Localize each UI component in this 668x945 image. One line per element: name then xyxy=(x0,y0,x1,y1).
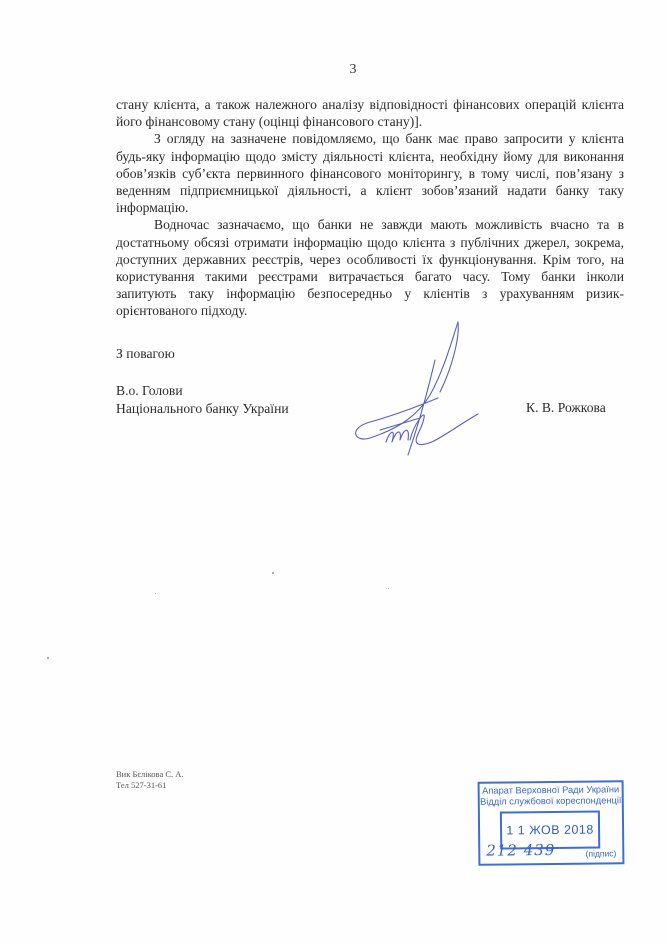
scan-speck xyxy=(272,572,274,574)
signatory-title-line1: В.о. Голови xyxy=(116,383,183,398)
page-number: 3 xyxy=(349,62,357,77)
scan-speck xyxy=(47,657,49,659)
registration-stamp xyxy=(478,780,625,866)
scan-speck xyxy=(155,593,156,594)
signatory-name: К. В. Рожкова xyxy=(526,400,606,415)
stamp-organization: Апарат Верховної Ради України xyxy=(482,784,620,796)
stamp-department: Відділ службової кореспонденції xyxy=(480,795,622,807)
executor-phone: Тел 527-31-61 xyxy=(116,779,167,790)
scan-speck xyxy=(388,588,389,589)
closing-salutation: З повагою xyxy=(116,346,175,361)
executor-info xyxy=(116,769,184,790)
handwritten-signature xyxy=(340,300,490,470)
stamp-date: 1 1 ЖОВ 2018 xyxy=(500,810,600,849)
stamp-registration-number: 212 439 xyxy=(486,840,556,860)
executor-name: Вик Бєлікова С. А. xyxy=(116,769,184,779)
stamp-sign-label: (підпис) xyxy=(585,848,617,859)
letter-body xyxy=(116,96,624,320)
paragraph-registries: Водночас зазначаємо, що банки не завжди мають можливість вчасно та в достатньому обсязі отримати інформацію щодо клієнта з публічних джерел, зокрема, доступних державних реєстрів, через особливості їх функціонування. Крім того, на користування такими реєстрами витрачається багато часу. Тому банки інколи запитують таку інформацію безпосередньо у клієнтів з урахуванням ризик-орієнтованого підходу. xyxy=(116,217,624,319)
paragraph-bank-rights: З огляду на зазначене повідомляємо, що банк має право запросити у клієнта будь-яку інформацію щодо змісту діяльності клієнта, необхідну йому для виконання обов’язків суб’єкта первинного фінансового моніторингу, в тому числі, пов’язану з веденням підприємницької діяльності, а клієнт зобов’язаний надати банку таку інформацію. xyxy=(116,131,624,216)
paragraph-continuation: стану клієнта, а також належного аналізу відповідності фінансових операцій клієнта його фінансовому стану (оцінці фінансового стану)]. xyxy=(116,97,624,130)
signatory-title-line2: Національного банку України xyxy=(116,400,289,416)
signatory-title xyxy=(116,382,289,417)
